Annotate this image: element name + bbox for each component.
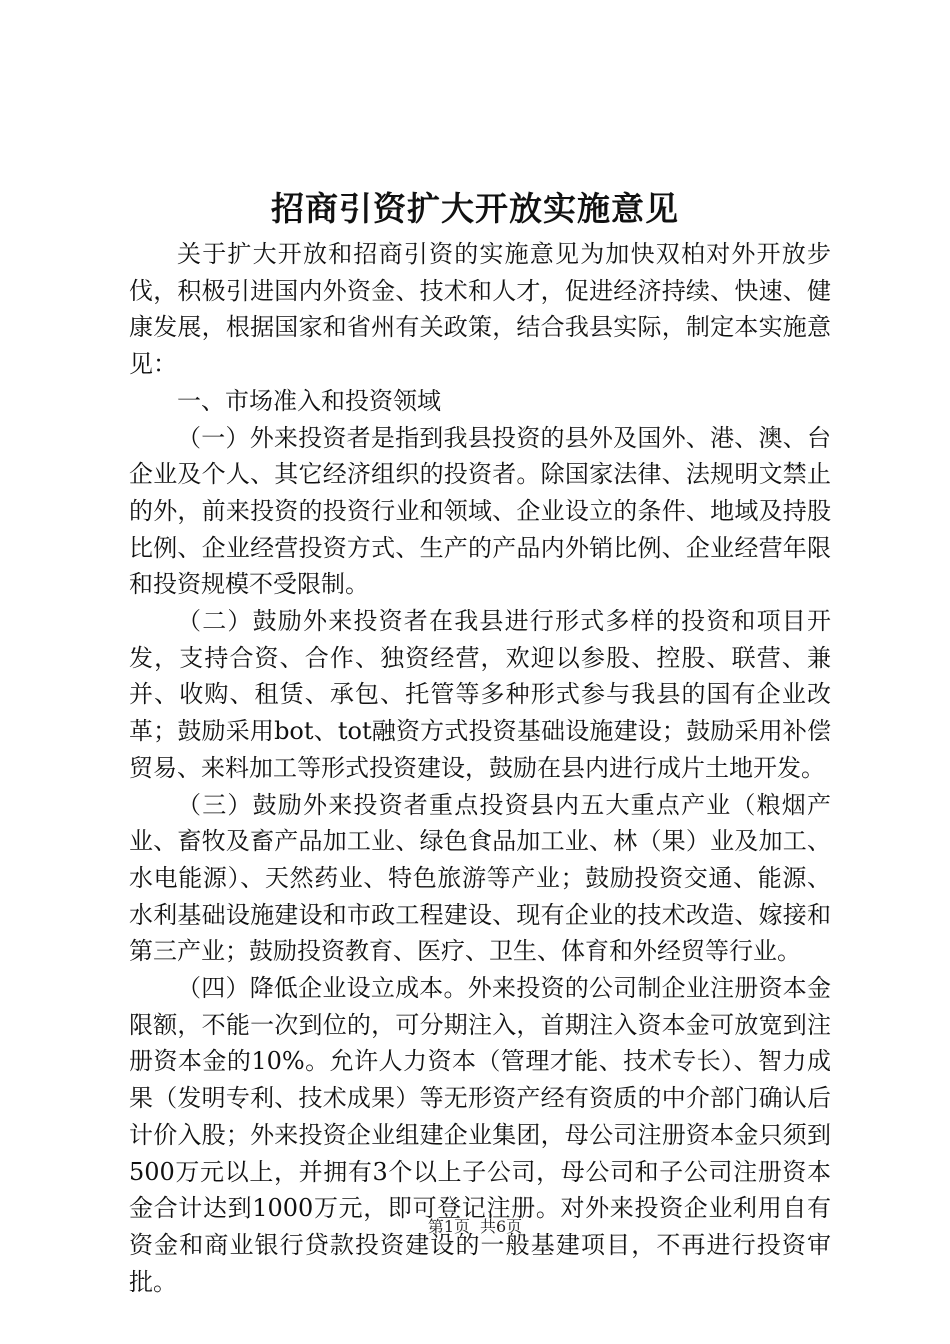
document-body: [129, 236, 831, 1300]
intro-paragraph: 关于扩大开放和招商引资的实施意见为加快双柏对外开放步伐，积极引进国内外资金、技术和人才，促进经济持续、快速、健康发展，根据国家和省州有关政策，结合我县实际，制定本实施意见：: [129, 240, 831, 379]
document-title: 招商引资扩大开放实施意见: [271, 189, 679, 228]
body-paragraph: （一）外来投资者是指到我县投资的县外及国外、港、澳、台企业及个人、其它经济组织的投资者。除国家法律、法规明文禁止的外，前来投资的投资行业和领域、企业设立的条件、地域及持股比例、企业经营投资方式、生产的产品内外销比例、企业经营年限和投资规模不受限制。: [129, 423, 831, 599]
section-heading: 一、市场准入和投资领域: [177, 386, 441, 415]
body-paragraph: （四）降低企业设立成本。外来投资的公司制企业注册资本金限额，不能一次到位的，可分期注入，首期注入资本金可放宽到注册资本金的10%。允许人力资本（管理才能、技术专长）、智力成果（发明专利、技术成果）等无形资产经有资质的中介部门确认后计价入股；外来投资企业组建企业集团，母公司注册资本金只须到500万元以上，并拥有3个以上子公司，母公司和子公司注册资本金合计达到1000万元，即可登记注册。对外来投资企业利用自有资金和商业银行贷款投资建设的一般基建项目，不再进行投资审批。: [129, 974, 831, 1296]
page-footer: [0, 1216, 950, 1238]
body-paragraph: （二）鼓励外来投资者在我县进行形式多样的投资和项目开发，支持合资、合作、独资经营，欢迎以参股、控股、联营、兼并、收购、租赁、承包、托管等多种形式参与我县的国有企业改革；鼓励采用bot、tot融资方式投资基础设施建设；鼓励采用补偿贸易、来料加工等形式投资建设，鼓励在县内进行成片土地开发。: [129, 607, 831, 782]
body-paragraph: （三）鼓励外来投资者重点投资县内五大重点产业（粮烟产业、畜牧及畜产品加工业、绿色食品加工业、林（果）业及加工、水电能源）、天然药业、特色旅游等产业；鼓励投资交通、能源、水利基础设施建设和市政工程建设、现有企业的技术改造、嫁接和第三产业；鼓励投资教育、医疗、卫生、体育和外经贸等行业。: [129, 790, 831, 966]
page-number: 第1页: [427, 1217, 470, 1236]
page-count: 共6页: [480, 1217, 523, 1236]
